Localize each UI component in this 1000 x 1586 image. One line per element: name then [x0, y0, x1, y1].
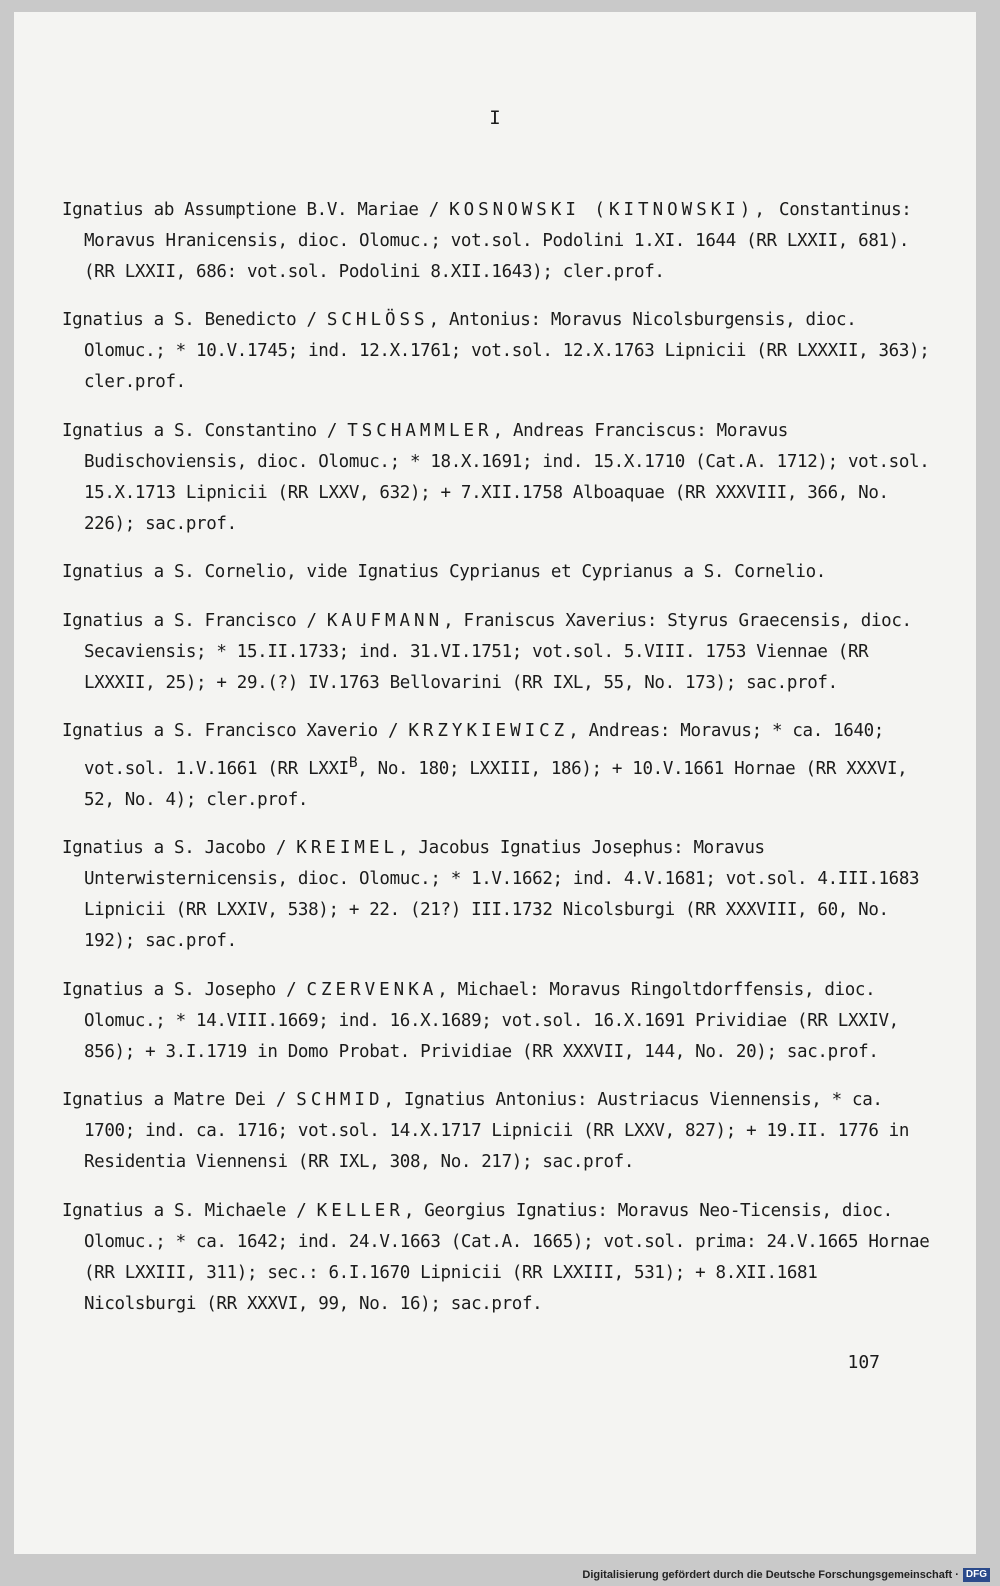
credit-text: Digitalisierung gefördert durch die Deutsche Forschungsgemeinschaft ·	[582, 1569, 959, 1581]
entry-religious-name: Ignatius a S. Jacobo /	[62, 838, 297, 859]
entry-krzykiewicz	[62, 716, 934, 816]
entry-religious-name: Ignatius a S. Francisco /	[62, 610, 327, 631]
entry-czervenka	[62, 975, 934, 1068]
entry-details: , Andreas Franciscus: Moravus Budischoviensis, dioc. Olomuc.; * 18.X.1691; ind. 15.X.1710 (Cat.A. 1712); vot.sol. 15.X.1713 Lipnicii (RR LXXV, 632); + 7.XII.1758 Alboaquae (RR XXXVIII, 366, No. 226); sac.prof.	[84, 420, 930, 534]
dfg-logo: DFG	[963, 1568, 990, 1582]
entry-surname: CZERVENKA	[306, 979, 438, 1000]
entry-religious-name: Ignatius a S. Josepho /	[62, 979, 307, 1000]
entry-surname: SCHLÖSS	[326, 310, 429, 330]
entry-surname: KOSNOWSKI (KITNOWSKI),	[449, 199, 769, 220]
entry-religious-name: Ignatius a S. Benedicto /	[62, 310, 327, 330]
entry-religious-name: Ignatius a S. Constantino /	[62, 420, 348, 441]
entry-surname: KRZYKIEWICZ	[408, 721, 569, 741]
page-number: 107	[847, 1352, 880, 1373]
entry-kaufmann	[62, 606, 934, 699]
entry-details-continued: , No. 180; LXXIII, 186); + 10.V.1661 Hornae (RR XXXVI, 52, No. 4); cler.prof.	[84, 758, 908, 810]
entry-details: Constantinus: Moravus Hranicensis, dioc. Olomuc.; vot.sol. Podolini 1.XI. 1644 (RR LXXII, 681). (RR LXXII, 686: vot.sol. Podolini 8.XII.1643); cler.prof.	[84, 199, 912, 282]
entry-details: , Jacobus Ignatius Josephus: Moravus Unterwisternicensis, dioc. Olomuc.; * 1.V.1662; ind. 4.V.1681; vot.sol. 4.III.1683 Lipnicii (RR LXXIV, 538); + 22. (21?) III.1732 Nicolsburgi (RR XXXVIII, 60, No. 192); sac.prof.	[84, 838, 920, 952]
entry-surname: TSCHAMMLER	[347, 420, 493, 441]
entry-religious-name: Ignatius a S. Francisco Xaverio /	[62, 721, 409, 741]
entry-kreimel	[62, 833, 934, 957]
entry-religious-name: Ignatius a S. Cornelio, vide Ignatius Cyprianus et Cyprianus a S. Cornelio.	[62, 562, 826, 582]
entry-list	[14, 177, 976, 1330]
document-page	[14, 12, 976, 1554]
entry-details: , Andreas: Moravus; * ca. 1640; vot.sol. 1.V.1661 (RR LXXI	[84, 721, 884, 779]
entry-details: , Franiscus Xaverius: Styrus Graecensis, dioc. Secaviensis; * 15.II.1733; ind. 31.VI.1751; vot.sol. 5.VIII. 1753 Viennae (RR LXXXII, 25); + 29.(?) IV.1763 Bellovarini (RR IXL, 55, No. 173); sac.prof.	[84, 610, 912, 693]
superscript-b: B	[348, 754, 358, 771]
entry-schmid	[62, 1085, 934, 1178]
entry-surname: SCHMID	[296, 1090, 384, 1111]
entry-details: , Ignatius Antonius: Austriacus Viennensis, * ca. 1700; ind. ca. 1716; vot.sol. 14.X.1717 Lipnicii (RR LXXV, 827); + 19.II. 1776 in Residentia Viennensi (RR IXL, 308, No. 217); sac.prof.	[84, 1090, 910, 1173]
entry-surname: KREIMEL	[296, 838, 399, 859]
section-letter-heading: I	[489, 107, 501, 129]
entry-schloess	[62, 305, 934, 398]
entry-cornelio-cross-reference	[62, 557, 934, 588]
entry-details: , Antonius: Moravus Nicolsburgensis, dioc. Olomuc.; * 10.V.1745; ind. 12.X.1761; vot.sol. 12.X.1763 Lipnicii (RR LXXXII, 363); cler.prof.	[84, 310, 930, 392]
entry-surname: KAUFMANN	[326, 610, 444, 631]
digitization-credit	[582, 1568, 990, 1582]
entry-religious-name: Ignatius a S. Michaele /	[62, 1200, 317, 1221]
entry-surname: KELLER	[316, 1200, 404, 1221]
entry-keller	[62, 1196, 934, 1320]
entry-tschammler	[62, 416, 934, 540]
entry-religious-name: Ignatius ab Assumptione B.V. Mariae /	[62, 199, 450, 220]
entry-kosnowski	[62, 195, 934, 288]
entry-details: , Michael: Moravus Ringoltdorffensis, dioc. Olomuc.; * 14.VIII.1669; ind. 16.X.1689; vot.sol. 16.X.1691 Prividiae (RR LXXIV, 856); + 3.I.1719 in Domo Probat. Prividiae (RR XXXVII, 144, No. 20); sac.prof.	[84, 979, 899, 1062]
entry-details: , Georgius Ignatius: Moravus Neo-Ticensis, dioc. Olomuc.; * ca. 1642; ind. 24.V.1663 (Cat.A. 1665); vot.sol. prima: 24.V.1665 Hornae (RR LXXIII, 311); sec.: 6.I.1670 Lipnicii (RR LXXIII, 531); + 8.XII.1681 Nicolsburgi (RR XXXVI, 99, No. 16); sac.prof.	[84, 1200, 930, 1314]
entry-religious-name: Ignatius a Matre Dei /	[62, 1090, 297, 1111]
